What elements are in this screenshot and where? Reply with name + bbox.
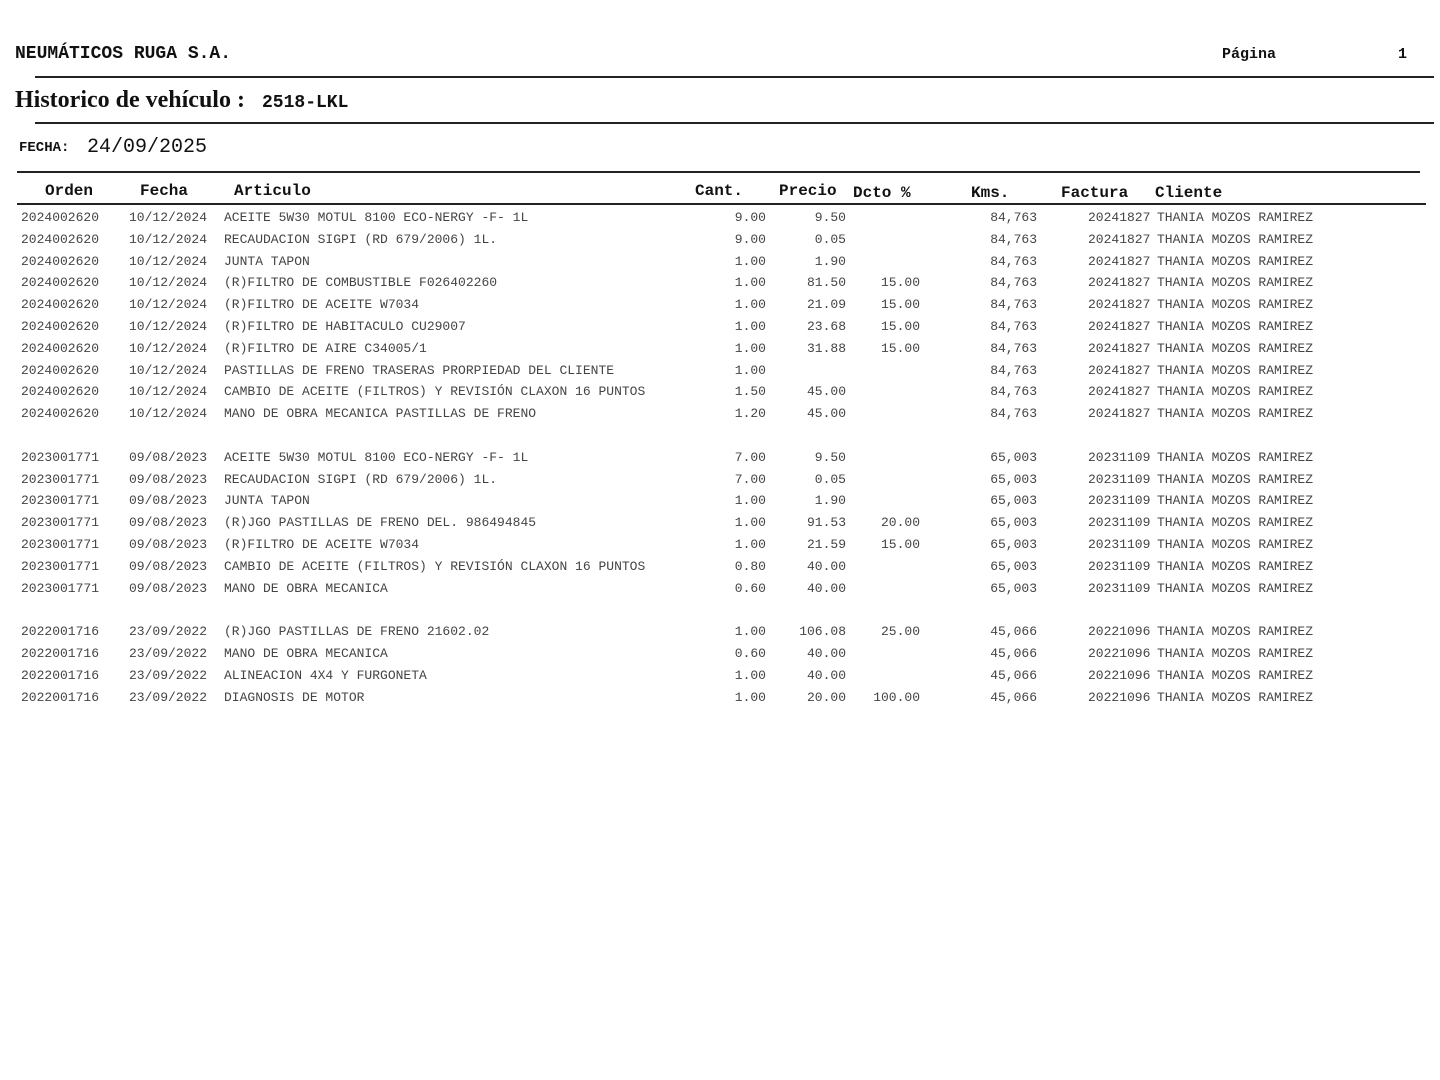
cell-cliente: THANIA MOZOS RAMIREZ bbox=[1157, 231, 1314, 247]
table-row bbox=[0, 229, 1440, 251]
table-row bbox=[0, 207, 1440, 229]
cell-orden: 2023001771 bbox=[21, 471, 100, 487]
cell-dcto: 15.00 bbox=[880, 536, 920, 552]
cell-factura: 20231109 bbox=[1088, 580, 1151, 596]
table-row bbox=[0, 512, 1440, 534]
divider bbox=[17, 203, 1426, 205]
cell-factura: 20221096 bbox=[1088, 645, 1151, 661]
cell-kms: 45,066 bbox=[990, 624, 1037, 640]
cell-fecha: 10/12/2024 bbox=[129, 231, 208, 247]
cell-factura: 20221096 bbox=[1088, 667, 1151, 683]
cell-articulo: MANO DE OBRA MECANICA PASTILLAS DE FRENO bbox=[224, 406, 537, 422]
cell-kms: 84,763 bbox=[990, 297, 1037, 313]
cell-cant: 9.00 bbox=[734, 231, 766, 247]
cell-precio: 106.08 bbox=[799, 624, 846, 640]
cell-factura: 20241827 bbox=[1088, 362, 1151, 378]
cell-factura: 20241827 bbox=[1088, 253, 1151, 269]
cell-orden: 2024002620 bbox=[21, 362, 100, 378]
cell-articulo: JUNTA TAPON bbox=[224, 253, 310, 269]
cell-cant: 1.00 bbox=[734, 318, 766, 334]
column-header-articulo: Articulo bbox=[234, 182, 311, 200]
column-header-orden: Orden bbox=[45, 182, 94, 200]
cell-cliente: THANIA MOZOS RAMIREZ bbox=[1157, 689, 1314, 705]
cell-fecha: 10/12/2024 bbox=[129, 362, 208, 378]
cell-precio: 81.50 bbox=[806, 275, 846, 291]
table-row bbox=[0, 687, 1440, 709]
cell-precio: 45.00 bbox=[806, 384, 846, 400]
cell-cliente: THANIA MOZOS RAMIREZ bbox=[1157, 449, 1314, 465]
cell-orden: 2023001771 bbox=[21, 558, 100, 574]
cell-factura: 20231109 bbox=[1088, 558, 1151, 574]
cell-factura: 20241827 bbox=[1088, 406, 1151, 422]
cell-kms: 84,763 bbox=[990, 231, 1037, 247]
column-header-factura: Factura bbox=[1061, 184, 1129, 202]
cell-factura: 20241827 bbox=[1088, 340, 1151, 356]
cell-cant: 1.00 bbox=[734, 340, 766, 356]
cell-articulo: CAMBIO DE ACEITE (FILTROS) Y REVISIÓN CLAXON 16 PUNTOS bbox=[224, 384, 646, 400]
cell-factura: 20241827 bbox=[1088, 275, 1151, 291]
cell-cliente: THANIA MOZOS RAMIREZ bbox=[1157, 297, 1314, 313]
table-row bbox=[0, 534, 1440, 556]
cell-cant: 1.00 bbox=[734, 275, 766, 291]
table-row bbox=[0, 621, 1440, 643]
cell-precio: 23.68 bbox=[806, 318, 846, 334]
cell-articulo: JUNTA TAPON bbox=[224, 493, 310, 509]
cell-cliente: THANIA MOZOS RAMIREZ bbox=[1157, 558, 1314, 574]
cell-fecha: 10/12/2024 bbox=[129, 253, 208, 269]
cell-fecha: 09/08/2023 bbox=[129, 449, 208, 465]
company-name: NEUMÁTICOS RUGA S.A. bbox=[15, 44, 232, 64]
cell-kms: 84,763 bbox=[990, 384, 1037, 400]
page-label: Página bbox=[1222, 46, 1277, 63]
cell-orden: 2024002620 bbox=[21, 210, 100, 225]
cell-orden: 2022001716 bbox=[21, 689, 100, 705]
cell-cant: 1.20 bbox=[734, 406, 766, 422]
cell-dcto: 20.00 bbox=[880, 515, 920, 531]
cell-orden: 2024002620 bbox=[21, 275, 100, 291]
cell-articulo: (R)FILTRO DE COMBUSTIBLE F026402260 bbox=[224, 275, 498, 291]
cell-factura: 20231109 bbox=[1088, 515, 1151, 531]
cell-fecha: 10/12/2024 bbox=[129, 210, 208, 225]
cell-precio: 20.00 bbox=[806, 689, 846, 705]
cell-cant: 1.00 bbox=[734, 689, 766, 705]
cell-articulo: MANO DE OBRA MECANICA bbox=[224, 645, 388, 661]
cell-dcto: 15.00 bbox=[880, 297, 920, 313]
cell-cant: 1.00 bbox=[734, 253, 766, 269]
cell-cant: 1.50 bbox=[734, 384, 766, 400]
cell-kms: 65,003 bbox=[990, 471, 1037, 487]
table-row bbox=[0, 338, 1440, 360]
cell-factura: 20241827 bbox=[1088, 231, 1151, 247]
cell-kms: 45,066 bbox=[990, 645, 1037, 661]
cell-fecha: 23/09/2022 bbox=[129, 645, 208, 661]
cell-factura: 20231109 bbox=[1088, 449, 1151, 465]
cell-fecha: 23/09/2022 bbox=[129, 689, 208, 705]
cell-precio: 0.05 bbox=[814, 471, 846, 487]
cell-factura: 20241827 bbox=[1088, 318, 1151, 334]
report-title: Historico de vehículo : bbox=[15, 87, 245, 113]
cell-articulo: (R)FILTRO DE AIRE C34005/1 bbox=[224, 340, 427, 356]
cell-orden: 2024002620 bbox=[21, 406, 100, 422]
cell-fecha: 10/12/2024 bbox=[129, 384, 208, 400]
cell-fecha: 10/12/2024 bbox=[129, 406, 208, 422]
cell-factura: 20221096 bbox=[1088, 624, 1151, 640]
cell-factura: 20241827 bbox=[1088, 210, 1151, 225]
cell-fecha: 09/08/2023 bbox=[129, 558, 208, 574]
cell-precio: 31.88 bbox=[806, 340, 846, 356]
cell-kms: 84,763 bbox=[990, 406, 1037, 422]
cell-cant: 1.00 bbox=[734, 536, 766, 552]
cell-orden: 2022001716 bbox=[21, 624, 100, 640]
cell-fecha: 10/12/2024 bbox=[129, 297, 208, 313]
cell-kms: 65,003 bbox=[990, 449, 1037, 465]
cell-articulo: PASTILLAS DE FRENO TRASERAS PRORPIEDAD DEL CLIENTE bbox=[224, 362, 615, 378]
cell-fecha: 10/12/2024 bbox=[129, 318, 208, 334]
cell-dcto: 15.00 bbox=[880, 275, 920, 291]
cell-precio: 0.05 bbox=[814, 231, 846, 247]
cell-precio: 21.59 bbox=[806, 536, 846, 552]
cell-fecha: 09/08/2023 bbox=[129, 536, 208, 552]
cell-cant: 1.00 bbox=[734, 667, 766, 683]
cell-cliente: THANIA MOZOS RAMIREZ bbox=[1157, 645, 1314, 661]
cell-fecha: 23/09/2022 bbox=[129, 624, 208, 640]
cell-articulo: (R)JGO PASTILLAS DE FRENO DEL. 986494845 bbox=[224, 515, 537, 531]
cell-articulo: MANO DE OBRA MECANICA bbox=[224, 580, 388, 596]
cell-fecha: 09/08/2023 bbox=[129, 515, 208, 531]
cell-precio: 45.00 bbox=[806, 406, 846, 422]
cell-orden: 2024002620 bbox=[21, 318, 100, 334]
cell-dcto: 100.00 bbox=[873, 689, 920, 705]
date-value: 24/09/2025 bbox=[87, 136, 208, 159]
cell-cliente: THANIA MOZOS RAMIREZ bbox=[1157, 536, 1314, 552]
cell-cant: 1.00 bbox=[734, 624, 766, 640]
date-label: FECHA: bbox=[19, 140, 70, 156]
cell-orden: 2024002620 bbox=[21, 340, 100, 356]
cell-kms: 84,763 bbox=[990, 340, 1037, 356]
cell-orden: 2023001771 bbox=[21, 515, 100, 531]
cell-precio: 40.00 bbox=[806, 645, 846, 661]
cell-precio: 1.90 bbox=[814, 493, 846, 509]
table-row bbox=[0, 272, 1440, 294]
divider bbox=[17, 171, 1420, 173]
cell-cliente: THANIA MOZOS RAMIREZ bbox=[1157, 515, 1314, 531]
cell-factura: 20241827 bbox=[1088, 384, 1151, 400]
table-row bbox=[0, 381, 1440, 403]
cell-dcto: 25.00 bbox=[880, 624, 920, 640]
table-row bbox=[0, 578, 1440, 600]
cell-cant: 1.00 bbox=[734, 297, 766, 313]
cell-precio: 91.53 bbox=[806, 515, 846, 531]
cell-cant: 7.00 bbox=[734, 449, 766, 465]
cell-factura: 20231109 bbox=[1088, 471, 1151, 487]
divider bbox=[35, 76, 1434, 78]
cell-precio: 9.50 bbox=[814, 449, 846, 465]
cell-orden: 2023001771 bbox=[21, 493, 100, 509]
cell-kms: 84,763 bbox=[990, 318, 1037, 334]
cell-fecha: 09/08/2023 bbox=[129, 493, 208, 509]
cell-factura: 20221096 bbox=[1088, 689, 1151, 705]
cell-articulo: ACEITE 5W30 MOTUL 8100 ECO-NERGY -F- 1L bbox=[224, 210, 529, 225]
cell-articulo: (R)FILTRO DE HABITACULO CU29007 bbox=[224, 318, 466, 334]
column-header-precio: Precio bbox=[779, 182, 837, 200]
cell-precio: 40.00 bbox=[806, 667, 846, 683]
cell-cliente: THANIA MOZOS RAMIREZ bbox=[1157, 340, 1314, 356]
cell-cliente: THANIA MOZOS RAMIREZ bbox=[1157, 384, 1314, 400]
cell-articulo: (R)JGO PASTILLAS DE FRENO 21602.02 bbox=[224, 624, 490, 640]
cell-articulo: RECAUDACION SIGPI (RD 679/2006) 1L. bbox=[224, 471, 498, 487]
cell-kms: 65,003 bbox=[990, 558, 1037, 574]
vehicle-plate: 2518-LKL bbox=[262, 93, 349, 113]
cell-cliente: THANIA MOZOS RAMIREZ bbox=[1157, 580, 1314, 596]
table-row bbox=[0, 251, 1440, 273]
cell-fecha: 10/12/2024 bbox=[129, 275, 208, 291]
group-separator bbox=[0, 425, 1440, 447]
cell-dcto: 15.00 bbox=[880, 340, 920, 356]
cell-kms: 45,066 bbox=[990, 689, 1037, 705]
cell-cliente: THANIA MOZOS RAMIREZ bbox=[1157, 362, 1314, 378]
table-row bbox=[0, 665, 1440, 687]
column-header-fecha: Fecha bbox=[140, 182, 189, 200]
cell-orden: 2022001716 bbox=[21, 645, 100, 661]
divider bbox=[35, 122, 1434, 124]
cell-factura: 20231109 bbox=[1088, 536, 1151, 552]
cell-kms: 65,003 bbox=[990, 493, 1037, 509]
cell-fecha: 23/09/2022 bbox=[129, 667, 208, 683]
cell-cliente: THANIA MOZOS RAMIREZ bbox=[1157, 210, 1314, 225]
cell-articulo: ALINEACION 4X4 Y FURGONETA bbox=[224, 667, 427, 683]
cell-articulo: (R)FILTRO DE ACEITE W7034 bbox=[224, 536, 420, 552]
cell-kms: 65,003 bbox=[990, 580, 1037, 596]
cell-cant: 0.60 bbox=[734, 645, 766, 661]
cell-cliente: THANIA MOZOS RAMIREZ bbox=[1157, 471, 1314, 487]
table-row bbox=[0, 643, 1440, 665]
cell-cant: 1.00 bbox=[734, 515, 766, 531]
cell-kms: 84,763 bbox=[990, 253, 1037, 269]
cell-cliente: THANIA MOZOS RAMIREZ bbox=[1157, 253, 1314, 269]
table-row bbox=[0, 360, 1440, 382]
cell-kms: 65,003 bbox=[990, 536, 1037, 552]
cell-orden: 2022001716 bbox=[21, 667, 100, 683]
cell-articulo: CAMBIO DE ACEITE (FILTROS) Y REVISIÓN CLAXON 16 PUNTOS bbox=[224, 558, 646, 574]
table-row bbox=[0, 490, 1440, 512]
cell-dcto: 15.00 bbox=[880, 318, 920, 334]
cell-kms: 84,763 bbox=[990, 210, 1037, 225]
cell-articulo: DIAGNOSIS DE MOTOR bbox=[224, 689, 365, 705]
table-body bbox=[0, 207, 1440, 708]
column-header-dcto: Dcto % bbox=[853, 184, 911, 202]
page-number: 1 bbox=[1398, 46, 1408, 63]
cell-kms: 84,763 bbox=[990, 362, 1037, 378]
cell-orden: 2023001771 bbox=[21, 449, 100, 465]
cell-cant: 7.00 bbox=[734, 471, 766, 487]
cell-kms: 65,003 bbox=[990, 515, 1037, 531]
table-row bbox=[0, 556, 1440, 578]
cell-cliente: THANIA MOZOS RAMIREZ bbox=[1157, 275, 1314, 291]
column-header-kms: Kms. bbox=[971, 184, 1010, 202]
cell-articulo: ACEITE 5W30 MOTUL 8100 ECO-NERGY -F- 1L bbox=[224, 449, 529, 465]
cell-fecha: 09/08/2023 bbox=[129, 580, 208, 596]
cell-cliente: THANIA MOZOS RAMIREZ bbox=[1157, 406, 1314, 422]
cell-cliente: THANIA MOZOS RAMIREZ bbox=[1157, 667, 1314, 683]
cell-precio: 9.50 bbox=[814, 210, 846, 225]
cell-orden: 2024002620 bbox=[21, 384, 100, 400]
cell-precio: 40.00 bbox=[806, 580, 846, 596]
table-row bbox=[0, 294, 1440, 316]
cell-cant: 9.00 bbox=[734, 210, 766, 225]
cell-precio: 1.90 bbox=[814, 253, 846, 269]
cell-fecha: 09/08/2023 bbox=[129, 471, 208, 487]
cell-factura: 20241827 bbox=[1088, 297, 1151, 313]
cell-kms: 84,763 bbox=[990, 275, 1037, 291]
cell-cliente: THANIA MOZOS RAMIREZ bbox=[1157, 318, 1314, 334]
cell-precio: 21.09 bbox=[806, 297, 846, 313]
table-row bbox=[0, 447, 1440, 469]
cell-cliente: THANIA MOZOS RAMIREZ bbox=[1157, 493, 1314, 509]
column-header-cant: Cant. bbox=[695, 182, 744, 200]
cell-cant: 0.80 bbox=[734, 558, 766, 574]
column-header-cliente: Cliente bbox=[1155, 184, 1223, 202]
group-separator bbox=[0, 599, 1440, 621]
cell-articulo: RECAUDACION SIGPI (RD 679/2006) 1L. bbox=[224, 231, 498, 247]
cell-articulo: (R)FILTRO DE ACEITE W7034 bbox=[224, 297, 420, 313]
cell-cant: 1.00 bbox=[734, 362, 766, 378]
table-row bbox=[0, 316, 1440, 338]
cell-factura: 20231109 bbox=[1088, 493, 1151, 509]
cell-orden: 2024002620 bbox=[21, 231, 100, 247]
cell-orden: 2024002620 bbox=[21, 253, 100, 269]
table-row bbox=[0, 403, 1440, 425]
cell-precio: 40.00 bbox=[806, 558, 846, 574]
cell-fecha: 10/12/2024 bbox=[129, 340, 208, 356]
cell-cant: 1.00 bbox=[734, 493, 766, 509]
table-row bbox=[0, 469, 1440, 491]
cell-orden: 2023001771 bbox=[21, 580, 100, 596]
cell-orden: 2024002620 bbox=[21, 297, 100, 313]
cell-orden: 2023001771 bbox=[21, 536, 100, 552]
cell-cliente: THANIA MOZOS RAMIREZ bbox=[1157, 624, 1314, 640]
cell-cant: 0.60 bbox=[734, 580, 766, 596]
cell-kms: 45,066 bbox=[990, 667, 1037, 683]
